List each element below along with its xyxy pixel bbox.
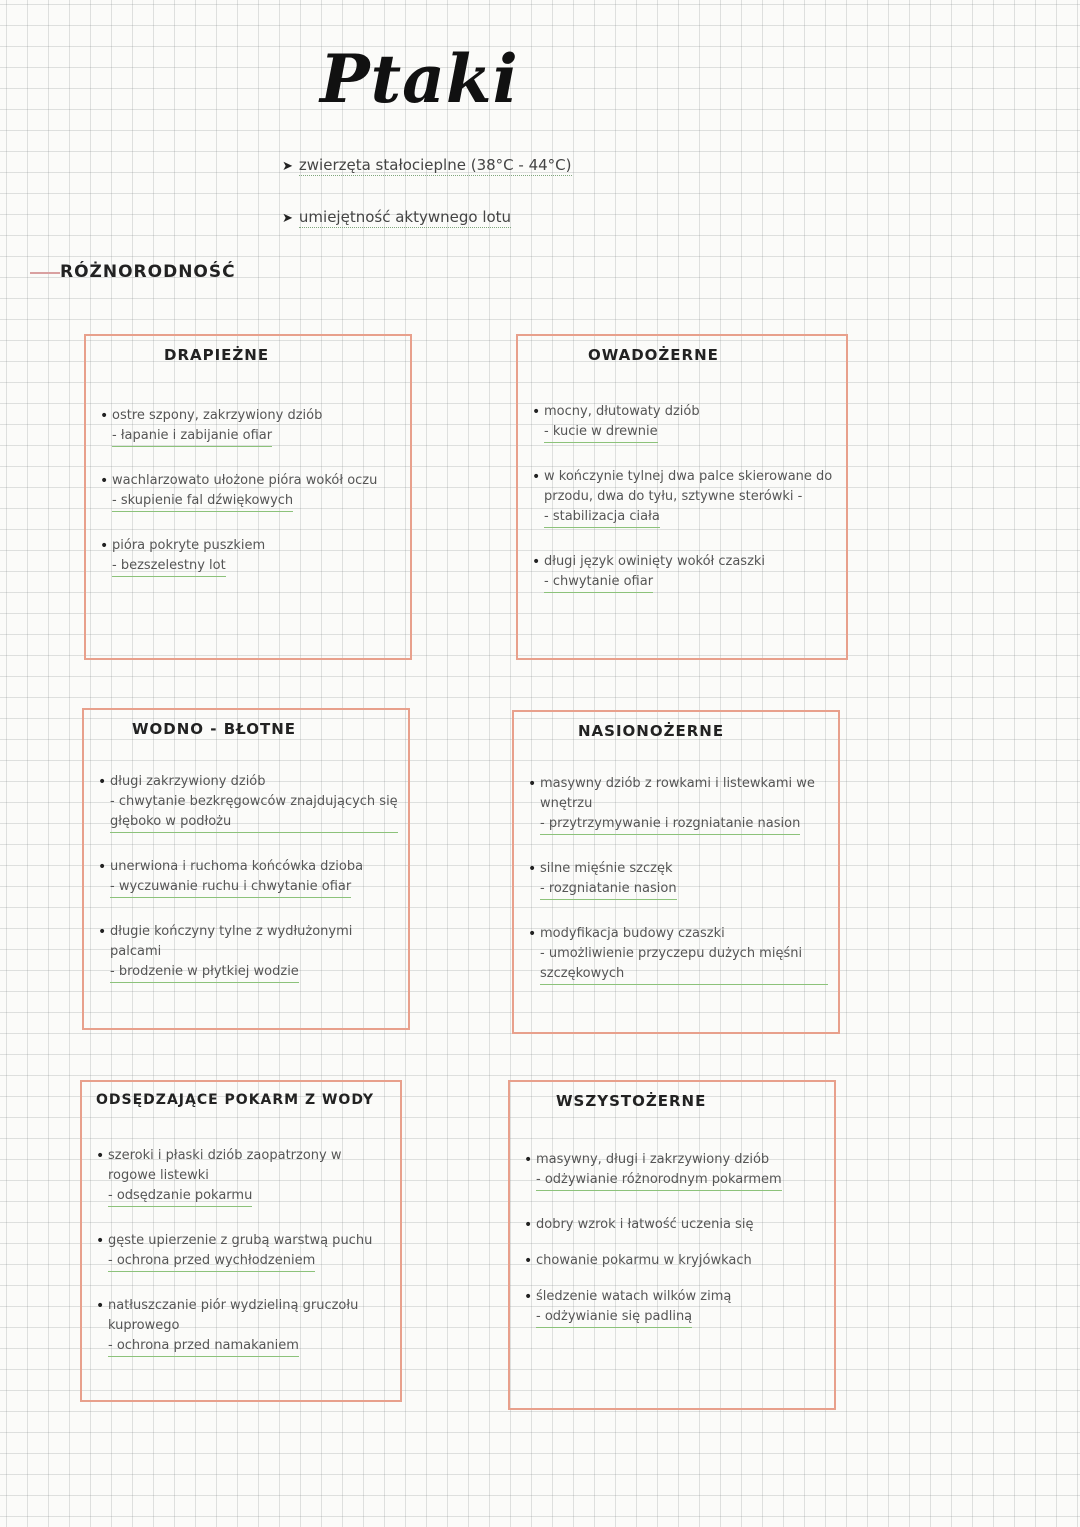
trait-list: [532, 402, 836, 617]
arrow-icon: ➤: [282, 211, 293, 226]
box-title: ODSĘDZAJĄCE POKARM Z WODY: [96, 1092, 375, 1108]
intro-point-flight: [282, 208, 511, 226]
list-item: • długi zakrzywiony dziób - chwytanie bezkręgowców znajdujących się głęboko w podłożu: [98, 772, 398, 833]
list-item: • śledzenie watach wilków zimą - odżywianie się padliną: [524, 1287, 824, 1328]
trait-list: [98, 772, 398, 1007]
list-item: • gęste upierzenie z grubą warstwą puchu - ochrona przed wychłodzeniem: [96, 1231, 390, 1272]
trait-list: [524, 1150, 824, 1352]
list-item: • dobry wzrok i łatwość uczenia się: [524, 1215, 824, 1235]
list-item: • długie kończyny tylne z wydłużonymi palcami - brodzenie w płytkiej wodzie: [98, 922, 398, 983]
intro-point-warm-blooded: [282, 156, 572, 174]
box-title: NASIONOŻERNE: [578, 722, 725, 740]
list-item: • długi język owinięty wokół czaszki - chwytanie ofiar: [532, 552, 836, 593]
list-item: • modyfikacja budowy czaszki - umożliwienie przyczepu dużych mięśni szczękowych: [528, 924, 828, 985]
intro-text: zwierzęta stałocieplne (38°C - 44°C): [298, 156, 572, 174]
list-item: • masywny, długi i zakrzywiony dziób - odżywianie różnorodnym pokarmem: [524, 1150, 824, 1191]
box-nasionozerne: [512, 710, 840, 1034]
list-item: • pióra pokryte puszkiem - bezszelestny lot: [100, 536, 400, 577]
list-item: • mocny, dłutowaty dziób - kucie w drewnie: [532, 402, 836, 443]
list-item: • masywny dziób z rowkami i listewkami we wnętrzu - przytrzymywanie i rozgniatanie nasion: [528, 774, 828, 835]
list-item: • natłuszczanie piór wydzieliną gruczołu kuprowego - ochrona przed namakaniem: [96, 1296, 390, 1357]
list-item: • ostre szpony, zakrzywiony dziób - łapanie i zabijanie ofiar: [100, 406, 400, 447]
box-odsedzajace: [80, 1080, 402, 1402]
box-title: WSZYSTOŻERNE: [556, 1092, 707, 1110]
trait-list: [100, 406, 400, 601]
list-item: • chowanie pokarmu w kryjówkach: [524, 1251, 824, 1271]
arrow-icon: ➤: [282, 159, 293, 174]
trait-list: [528, 774, 828, 1009]
trait-list: [96, 1146, 390, 1381]
section-heading: RÓŻNORODNOŚĆ: [60, 262, 236, 282]
box-wodno-blotne: [82, 708, 410, 1030]
list-item: • szeroki i płaski dziób zaopatrzony w rogowe listewki - odsędzanie pokarmu: [96, 1146, 390, 1207]
box-owadozerne: [516, 334, 848, 660]
box-wszystozerne: [508, 1080, 836, 1410]
list-item: • wachlarzowato ułożone pióra wokół oczu - skupienie fal dźwiękowych: [100, 471, 400, 512]
box-title: DRAPIEŻNE: [164, 346, 270, 364]
section-divider: [30, 272, 60, 274]
list-item: • silne mięśnie szczęk - rozgniatanie nasion: [528, 859, 828, 900]
box-title: OWADOŻERNE: [588, 346, 719, 364]
list-item: • unerwiona i ruchoma końcówka dzioba - wyczuwanie ruchu i chwytanie ofiar: [98, 857, 398, 898]
intro-text: umiejętność aktywnego lotu: [298, 208, 512, 226]
list-item: • w kończynie tylnej dwa palce skierowane do przodu, dwa do tyłu, sztywne sterówki - - stabilizacja ciała: [532, 467, 836, 528]
box-drapiezne: [84, 334, 412, 660]
box-title: WODNO - BŁOTNE: [132, 720, 297, 738]
page-title: Ptaki: [320, 40, 519, 118]
